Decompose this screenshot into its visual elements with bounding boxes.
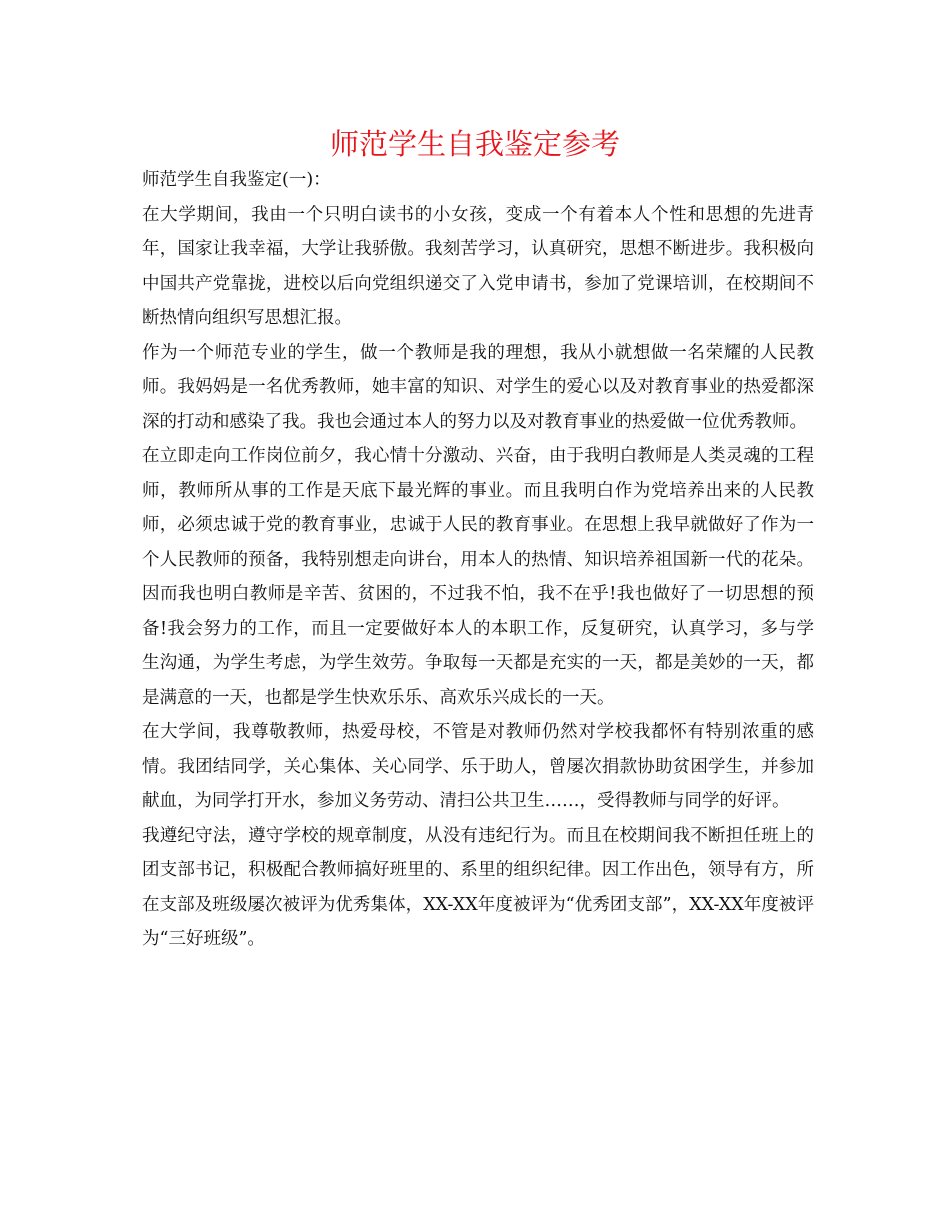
- paragraph: 我遵纪守法，遵守学校的规章制度，从没有违纪行为。而且在校期间我不断担任班上的团支部书记，积极配合教师搞好班里的、系里的组织纪律。因工作出色，领导有方，所在支部及班级屡次被评为优秀集体，XX-XX年度被评为“优秀团支部”，XX-XX年度被评为“三好班级”。: [142, 825, 814, 949]
- paragraph: 作为一个师范专业的学生，做一个教师是我的理想，我从小就想做一名荣耀的人民教师。我妈妈是一名优秀教师，她丰富的知识、对学生的爱心以及对教育事业的热爱都深深的打动和感染了我。我也会通过本人的努力以及对教育事业的热爱做一位优秀教师。: [142, 342, 814, 432]
- paragraph: 在大学间，我尊敬教师，热爱母校，不管是对教师仍然对学校我都怀有特别浓重的感情。我团结同学，关心集体、关心同学、乐于助人，曾屡次捐款协助贫困学生，并参加献血，为同学打开水，参加义务劳动、清扫公共卫生……，受得教师与同学的好评。: [142, 722, 814, 811]
- document-body: [142, 163, 814, 957]
- paragraph: 在立即走向工作岗位前夕，我心情十分激动、兴奋，由于我明白教师是人类灵魂的工程师，教师所从事的工作是天底下最光辉的事业。而且我明白作为党培养出来的人民教师，必须忠诚于党的教育事业，忠诚于人民的教育事业。在思想上我早就做好了作为一个人民教师的预备，我特别想走向讲台，用本人的热情、知识培养祖国新一代的花朵。因而我也明白教师是辛苦、贫困的，不过我不怕，我不在乎!我也做好了一切思想的预备!我会努力的工作，而且一定要做好本人的本职工作，反复研究，认真学习，多与学生沟通，为学生考虑，为学生效劳。争取每一天都是充实的一天，都是美妙的一天，都是满意的一天，也都是学生快欢乐乐、高欢乐兴成长的一天。: [142, 446, 814, 708]
- document-title: 师范学生自我鉴定参考: [329, 127, 620, 161]
- paragraph: 在大学期间，我由一个只明白读书的小女孩，变成一个有着本人个性和思想的先进青年，国家让我幸福，大学让我骄傲。我刻苦学习，认真研究，思想不断进步。我积极向中国共产党靠拢，进校以后向党组织递交了入党申请书，参加了党课培训，在校期间不断热情向组织写思想汇报。: [142, 204, 814, 328]
- section-heading: 师范学生自我鉴定(一)：: [142, 170, 331, 190]
